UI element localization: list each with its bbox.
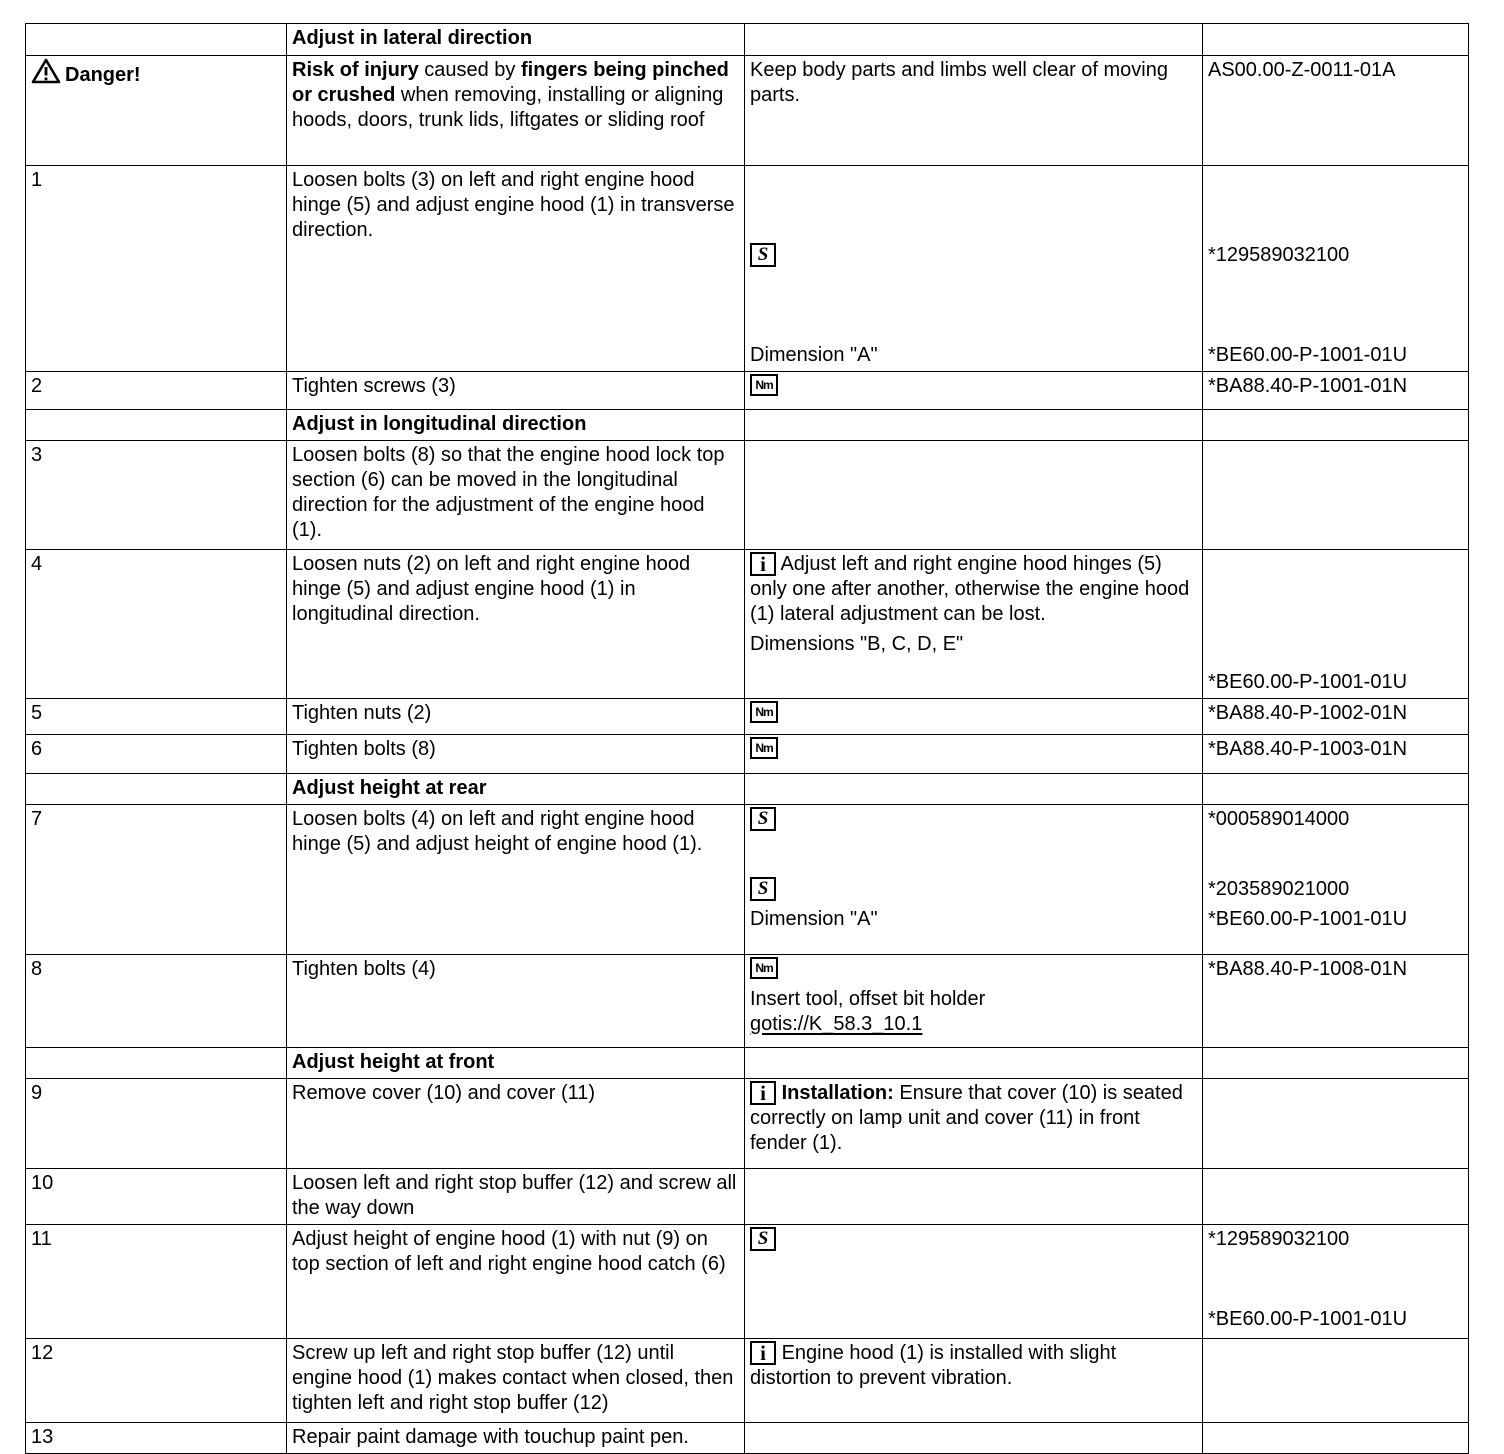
step-number: 10 <box>31 1172 54 1194</box>
step-description-cell <box>287 56 745 166</box>
risk-text-bold: Risk of injury <box>292 59 419 81</box>
reference-cell <box>1203 441 1469 550</box>
step-text: Loosen bolts (8) so that the engine hood lock top section (6) can be moved in the longitudinal direction for the adjustment of the engine hood (1). <box>292 444 725 541</box>
reference-code: *BE60.00-P-1001-01U <box>1208 671 1408 693</box>
note-entry <box>750 1341 1197 1391</box>
step-row <box>26 550 1469 699</box>
step-number: 7 <box>31 808 43 830</box>
step-description-cell <box>287 1225 745 1339</box>
note-text: Dimensions "B, C, D, E" <box>750 633 964 655</box>
step-row <box>26 1225 1469 1339</box>
step-row <box>26 1079 1469 1169</box>
notes-cell <box>745 955 1203 1048</box>
reference-cell <box>1203 1169 1469 1225</box>
special-tool-icon: S <box>750 877 776 901</box>
note-entry <box>750 343 1197 368</box>
reference-entry <box>1208 737 1463 762</box>
note-text: Dimension "A" <box>750 908 878 930</box>
notes-cell <box>745 1225 1203 1339</box>
special-tool-icon: S <box>750 807 776 831</box>
step-number: 13 <box>31 1426 54 1448</box>
risk-text: when removing, installing or aligning hoods, doors, trunk lids, liftgates or sliding roof <box>292 84 724 131</box>
reference-entry <box>1208 701 1463 726</box>
step-description-cell <box>287 24 745 56</box>
document-reference: AS00.00-Z-0011-01A <box>1208 59 1396 81</box>
step-description-cell <box>287 805 745 955</box>
note-text: Adjust left and right engine hood hinges (5) only one after another, otherwise the engine hood (1) lateral adjustment can be lost. <box>750 553 1190 625</box>
step-row <box>26 699 1469 735</box>
reference-cell <box>1203 56 1469 166</box>
step-text: Loosen bolts (3) on left and right engine hood hinge (5) and adjust engine hood (1) in transverse direction. <box>292 169 735 241</box>
notes-cell <box>745 774 1203 805</box>
info-icon: i <box>750 552 776 576</box>
reference-code: *BA88.40-P-1008-01N <box>1208 958 1408 980</box>
step-number: 11 <box>31 1228 52 1250</box>
reference-entry <box>1208 807 1463 832</box>
reference-code: *BE60.00-P-1001-01U <box>1208 344 1408 366</box>
step-row <box>26 1339 1469 1423</box>
step-number-cell <box>26 955 287 1048</box>
reference-entry <box>1208 374 1463 399</box>
reference-code: *BA88.40-P-1001-01N <box>1208 375 1408 397</box>
note-entry <box>750 807 1197 832</box>
reference-entry <box>1208 343 1463 368</box>
notes-cell <box>745 1048 1203 1079</box>
step-text: Loosen nuts (2) on left and right engine hood hinge (5) and adjust engine hood (1) in longitudinal direction. <box>292 553 691 625</box>
step-number: 12 <box>31 1342 54 1364</box>
step-row <box>26 166 1469 372</box>
step-number: 1 <box>31 169 43 191</box>
notes-cell <box>745 1169 1203 1225</box>
section-header-row <box>26 774 1469 805</box>
step-description-cell <box>287 1423 745 1454</box>
step-description-cell <box>287 1048 745 1079</box>
step-number: 9 <box>31 1082 43 1104</box>
step-number-cell <box>26 1423 287 1454</box>
note-text: Ensure that cover (10) is seated correctly on lamp unit and cover (11) in front fender (1). <box>750 1082 1183 1154</box>
step-text: Tighten nuts (2) <box>292 702 432 724</box>
step-row <box>26 1423 1469 1454</box>
reference-entry <box>1208 1081 1463 1106</box>
safety-measure: Keep body parts and limbs well clear of moving parts. <box>750 59 1168 106</box>
reference-cell <box>1203 24 1469 56</box>
step-number-cell <box>26 1048 287 1079</box>
special-tool-icon: S <box>750 1227 776 1251</box>
section-title: Adjust height at front <box>292 1051 495 1073</box>
reference-cell <box>1203 805 1469 955</box>
step-row <box>26 805 1469 955</box>
note-entry <box>750 907 1197 932</box>
step-description-cell <box>287 735 745 774</box>
info-icon: i <box>750 1081 776 1105</box>
reference-code: *129589032100 <box>1208 1228 1350 1250</box>
risk-text-bold: fingers being pinched or crushed <box>292 59 729 106</box>
step-text: Tighten screws (3) <box>292 375 456 397</box>
step-number-cell <box>26 56 287 166</box>
reference-entry <box>1208 907 1463 932</box>
step-number: 2 <box>31 375 43 397</box>
note-entry <box>750 1227 1197 1252</box>
step-number-cell <box>26 1169 287 1225</box>
step-row <box>26 441 1469 550</box>
notes-cell <box>745 56 1203 166</box>
gotis-link-line <box>750 1012 1197 1037</box>
step-number-cell <box>26 550 287 699</box>
reference-cell <box>1203 774 1469 805</box>
note-entry <box>750 957 1197 982</box>
step-number-cell <box>26 24 287 56</box>
step-number-cell <box>26 735 287 774</box>
reference-cell <box>1203 1225 1469 1339</box>
reference-code: *BE60.00-P-1001-01U <box>1208 908 1408 930</box>
step-text: Repair paint damage with touchup paint pen. <box>292 1426 689 1448</box>
notes-cell <box>745 372 1203 410</box>
reference-cell <box>1203 1048 1469 1079</box>
section-header-row <box>26 1048 1469 1079</box>
step-number-cell <box>26 372 287 410</box>
torque-nm-icon: Nm <box>750 701 778 723</box>
section-title: Adjust in lateral direction <box>292 27 533 49</box>
step-text: Tighten bolts (4) <box>292 958 436 980</box>
reference-entry <box>1208 670 1463 695</box>
section-header-row <box>26 24 1469 56</box>
step-number: 4 <box>31 553 43 575</box>
reference-cell <box>1203 955 1469 1048</box>
section-title: Adjust in longitudinal direction <box>292 413 587 435</box>
notes-cell <box>745 1079 1203 1169</box>
torque-nm-icon: Nm <box>750 737 778 759</box>
reference-code: *000589014000 <box>1208 808 1350 830</box>
step-number: 3 <box>31 444 43 466</box>
section-header-row <box>26 410 1469 441</box>
step-description-cell <box>287 955 745 1048</box>
note-entry <box>750 1081 1197 1156</box>
section-title: Adjust height at rear <box>292 777 487 799</box>
info-icon: i <box>750 1341 776 1365</box>
step-description-cell <box>287 699 745 735</box>
note-text: Dimension "A" <box>750 344 878 366</box>
step-number: 8 <box>31 958 43 980</box>
step-description-cell <box>287 774 745 805</box>
notes-cell <box>745 550 1203 699</box>
notes-cell <box>745 1423 1203 1454</box>
reference-cell <box>1203 550 1469 699</box>
note-entry <box>750 552 1197 627</box>
reference-cell <box>1203 372 1469 410</box>
reference-entry <box>1208 1341 1463 1366</box>
step-number: 5 <box>31 702 43 724</box>
reference-cell <box>1203 1339 1469 1423</box>
step-number-cell <box>26 699 287 735</box>
notes-cell <box>745 441 1203 550</box>
step-number: 6 <box>31 738 43 760</box>
note-entry <box>750 701 1197 726</box>
reference-entry <box>1208 877 1463 902</box>
torque-nm-icon: Nm <box>750 957 778 979</box>
notes-cell <box>745 735 1203 774</box>
reference-cell <box>1203 1079 1469 1169</box>
torque-nm-icon: Nm <box>750 374 778 396</box>
step-number-cell <box>26 441 287 550</box>
reference-cell <box>1203 166 1469 372</box>
reference-entry <box>1208 987 1463 1012</box>
step-text: Tighten bolts (8) <box>292 738 436 760</box>
note-lead: Installation: <box>781 1082 894 1104</box>
note-entry <box>750 987 1197 1037</box>
step-text: Remove cover (10) and cover (11) <box>292 1082 596 1104</box>
warning-triangle-icon <box>31 58 61 91</box>
note-entry <box>750 877 1197 902</box>
gotis-link[interactable]: gotis://K_58.3_10.1 <box>750 1013 923 1035</box>
procedure-table <box>25 23 1469 1454</box>
notes-cell <box>745 410 1203 441</box>
danger-row <box>26 56 1469 166</box>
note-entry <box>750 632 1197 657</box>
step-description-cell <box>287 372 745 410</box>
step-number-cell <box>26 1339 287 1423</box>
notes-cell <box>745 699 1203 735</box>
step-description-cell <box>287 410 745 441</box>
step-row <box>26 1169 1469 1225</box>
reference-entry <box>1208 1227 1463 1252</box>
step-text: Adjust height of engine hood (1) with nut (9) on top section of left and right engine hood catch (6) <box>292 1228 726 1275</box>
step-number-cell <box>26 774 287 805</box>
step-description-cell <box>287 550 745 699</box>
step-description-cell <box>287 1169 745 1225</box>
step-text: Loosen left and right stop buffer (12) and screw all the way down <box>292 1172 737 1219</box>
special-tool-icon: S <box>750 243 776 267</box>
step-description-cell <box>287 1339 745 1423</box>
reference-code: *129589032100 <box>1208 244 1350 266</box>
reference-cell <box>1203 1423 1469 1454</box>
reference-cell <box>1203 699 1469 735</box>
note-text: Engine hood (1) is installed with slight distortion to prevent vibration. <box>750 1342 1117 1389</box>
danger-label: Danger! <box>65 64 141 86</box>
reference-entry <box>1208 957 1463 982</box>
step-row <box>26 735 1469 774</box>
reference-code: *BA88.40-P-1002-01N <box>1208 702 1408 724</box>
note-entry <box>750 243 1197 268</box>
notes-cell <box>745 805 1203 955</box>
repair-procedure-sheet <box>25 23 1468 1454</box>
step-row <box>26 372 1469 410</box>
reference-entry <box>1208 1307 1463 1332</box>
reference-code: *BE60.00-P-1001-01U <box>1208 1308 1408 1330</box>
reference-cell <box>1203 735 1469 774</box>
notes-cell <box>745 24 1203 56</box>
reference-cell <box>1203 410 1469 441</box>
step-text: Loosen bolts (4) on left and right engine hood hinge (5) and adjust height of engine hood (1). <box>292 808 703 855</box>
step-number-cell <box>26 1225 287 1339</box>
notes-cell <box>745 166 1203 372</box>
reference-entry <box>1208 243 1463 268</box>
note-text: Insert tool, offset bit holder <box>750 988 986 1010</box>
step-number-cell <box>26 805 287 955</box>
step-description-cell <box>287 1079 745 1169</box>
note-entry <box>750 1307 1197 1332</box>
reference-code: *BA88.40-P-1003-01N <box>1208 738 1408 760</box>
note-entry <box>750 737 1197 762</box>
step-number-cell <box>26 1079 287 1169</box>
risk-text: caused by <box>418 59 521 81</box>
step-description-cell <box>287 166 745 372</box>
note-entry <box>750 374 1197 399</box>
reference-code: *203589021000 <box>1208 878 1350 900</box>
step-number-cell <box>26 166 287 372</box>
step-row <box>26 955 1469 1048</box>
notes-cell <box>745 1339 1203 1423</box>
step-number-cell <box>26 410 287 441</box>
step-text: Screw up left and right stop buffer (12) until engine hood (1) makes contact when closed, then tighten left and right stop buffer (12) <box>292 1342 734 1414</box>
step-description-cell <box>287 441 745 550</box>
